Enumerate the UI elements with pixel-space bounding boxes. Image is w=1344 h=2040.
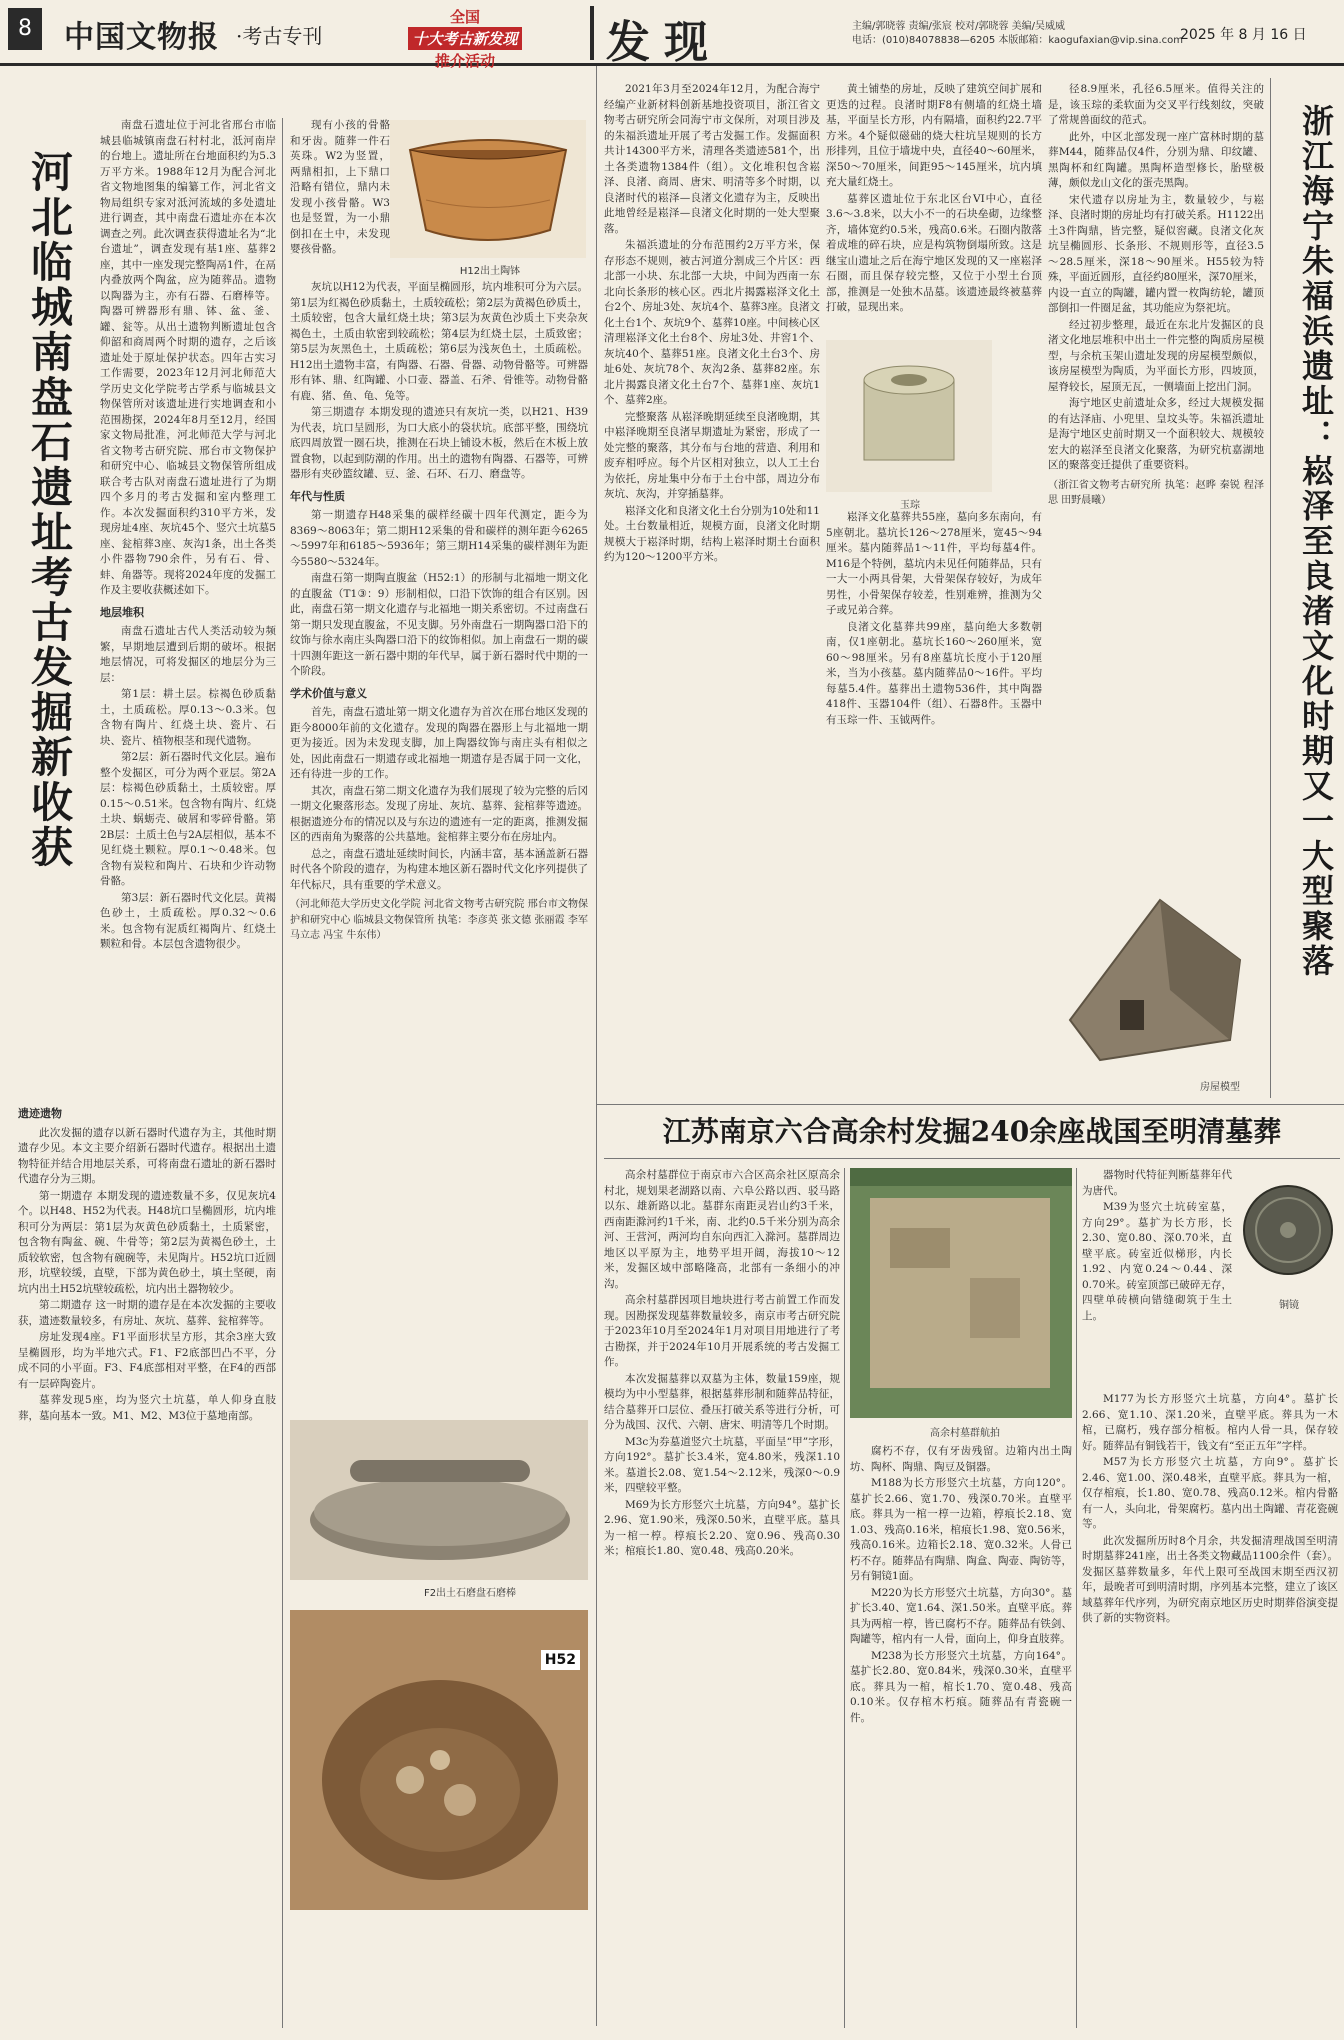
hebei-column-2 (18, 1100, 276, 2030)
contact-line: 电话：(010)84078838—6205 本版邮箱：kaogufaxian@vip.sina.com (852, 35, 1183, 46)
editors-line: 主编/郭晓蓉 责编/张宸 校对/郭晓蓉 美编/吴威威 (852, 21, 1066, 32)
paragraph: 腐朽不存，仅有牙齿残留。边箱内出土陶坊、陶杯、陶鼎、陶豆及铜器。 (850, 1445, 1072, 1473)
subheading-value: 学术价值与意义 (290, 686, 367, 700)
pottery-bowl-caption: H12出土陶钵 (459, 266, 521, 277)
article-separator (596, 1104, 1344, 1105)
paragraph: 墓葬发现5座，均为竖穴土坑墓，单人仰身直肢葬，墓向基本一致。M1、M2、M3位于墓地南部。 (18, 1394, 276, 1422)
paragraph: 径8.9厘米，孔径6.5厘米。值得关注的是，该玉琮的柔软面为交叉平行线刻纹，突破了常规兽面纹的范式。 (1048, 83, 1264, 126)
paragraph: 灰坑以H12为代表，平面呈椭圆形，坑内堆积可分为六层。第1层为红褐色砂质黏土，土质较疏松；第2层为黄褐色砂质土，土质较密，包含大量红烧土块；第3层为灰黄色沙质土下夹杂灰褐色土，土质由软密到较疏松；第4层为红烧土层，土质致密；第5层为灰黑色土，土质疏松；第6层为浅灰色土，土质疏松。H12出土遗物丰富，有陶器、石器、骨器、动物骨骼等。可辨器形有钵、鼎、红陶罐、小口壶、器盖、石斧、骨锥等。动物骨骼有鹿、猪、鱼、龟、兔等。 (290, 281, 588, 402)
editorial-credits (852, 20, 1183, 48)
newspaper-subtitle: ·考古专刊 (236, 24, 323, 48)
promo-line-2: 十大考古新发现 (408, 27, 521, 50)
hebei-column-3 (290, 118, 390, 278)
hebei-column-1 (100, 118, 276, 1118)
paragraph: 南盘石遗址古代人类活动较为频繁，早期地层遭到后期的破坏。根据地层情况，可将发掘区的地层分为三层： (100, 625, 276, 684)
paragraph: M69为长方形竖穴土坑墓，方向94°。墓扩长2.96、宽1.90米，残深0.50米，直壁平底。墓具为一棺一椁。椁痕长2.20、宽0.96、残高0.30米；棺痕长1.80、宽0.48、残高0.20米。 (604, 1498, 840, 1557)
promo-line-1: 全国 (449, 8, 480, 26)
paragraph: 南盘石第一期陶直腹盆（H52:1）的形制与北福地一期文化的直腹盆（T1③：9）形制相似，口沿下饮饰的组合有区别。因此，南盘石第一期文化遗存与北福地一期关系密切。不过南盘石第一期只发现直腹盆，不见支脚。另外南盘石一期陶器口沿下的纹饰与徐水南庄头陶器口沿下的纹饰相似。加上南盘石一期的碳十四测年距这一新石器中期的年代早，属于新石器时代中期的一个阶段。 (290, 572, 588, 677)
newspaper-name: 中国文物报 (64, 20, 219, 55)
aerial-photo (850, 1168, 1072, 1418)
paragraph: 第1层：耕土层。棕褐色砂质黏土，土质疏松。厚0.13～0.3米。包含物有陶片、红烧土块、瓷片、石块、瓷片、植物根茎和现代遗物。 (100, 688, 276, 747)
hebei-article-title: 河北临城南盘石遗址考古发掘新收获 (25, 150, 74, 870)
h52-tag: H52 (541, 1650, 580, 1670)
jade-cong-caption: 玉琮 (900, 500, 920, 511)
paragraph: 2021年3月至2024年12月，为配合海宁经编产业新材料创新基地投资项目，浙江省文物考古研究所会同海宁市文保所，对项目涉及的朱福浜遗址开展了考古发掘工作。发掘面积共计14300平方米，清理各类遗迹581个，出土各类遗物1384件（组）。文化堆积包含崧泽、良渚、商周、唐宋、明清等多个时期，以良渚时代的崧泽—良渚文化遗存为主，反映出此地曾经是崧泽—良渚文化时期的一处大型聚落。 (604, 83, 820, 235)
pottery-bowl-illustration (390, 120, 586, 258)
promo-line-3: 推介活动 (434, 52, 495, 70)
paragraph: M39为竖穴土坑砖室墓，方向29°。墓扩为长方形，长2.30、宽0.80、深0.70米，直壁平底。砖室近似梯形，内长1.92、内宽0.24～0.44、深0.70米。砖室顶部已破碎无存，四壁单砖横向错缝砌筑于生土上。 (1082, 1201, 1232, 1322)
subheading-dating: 年代与性质 (290, 489, 345, 503)
jiangsu-article-title: 江苏南京六合高余村发掘240余座战国至明清墓葬 (662, 1115, 1282, 1148)
paragraph: 第三期遗存 本期发现的遗迹只有灰坑一类，以H21、H39为代表，坑口呈圆形，为口大底小的袋状坑。底部平整，围绕坑底四周放置一圈石块，推测在石块上铺设木板，然后在木板上放置食物，以起到防潮的作用。出土的遗物有陶器、石器等，可辨器形有夹砂篮纹罐、豆、釜、石环、石刀、磨盘等。 (290, 406, 588, 480)
pottery-bowl-photo (390, 120, 586, 258)
jiangsu-column-1 (604, 1168, 840, 2030)
bronze-mirror-caption: 铜镜 (1279, 1300, 1299, 1311)
paragraph: 崧泽文化墓葬共55座，墓向多东南向，有5座朝北。墓坑长126～278厘米，宽45～94厘米。墓内随葬品1～11件，平均每墓4件。M16是个特例，墓坑内未见任何随葬品，只有一大一小两具骨架，大骨架保存较好，为成年男性，小骨架保存较差，性别难辨，推测为父子或兄弟合葬。 (826, 511, 1042, 616)
jade-cong-photo (826, 340, 992, 492)
zhejiang-credit-line: （浙江省文物考古研究所 执笔：赵晔 秦锐 程泽思 田野晨曦） (1048, 479, 1264, 506)
masthead (0, 0, 1344, 70)
paragraph: 第3层：新石器时代文化层。黄褐色砂土，土质疏松。厚0.32～0.6米。包含物有泥质红褐陶片、红烧土颗粒和骨。本层包含遗物很少。 (100, 891, 276, 950)
zhejiang-column-2b (826, 510, 1042, 1090)
paragraph: M177为长方形竖穴土坑墓，方向4°。墓扩长2.66、宽1.10、深1.20米，直壁平底。葬具为一木棺，已腐朽，残存部分棺板。棺内人骨一具，保存较好。随葬品有铜钱若干，钱文有“至正五年”字样。 (1082, 1393, 1338, 1452)
column-rule (1076, 1168, 1077, 2028)
paragraph: 此外，中区北部发现一座广富林时期的墓葬M44，随葬品仅4件，分别为鼎、印纹罐、黑陶杯和红陶罐。黑陶杯造型修长，胎壁极薄，颇似龙山文化的蛋壳黑陶。 (1048, 130, 1264, 189)
paragraph: 海宁地区史前遗址众多，经过大规模发掘的有达泽庙、小兜里、皇坟头等。朱福浜遗址是海宁地区史前时期又一个面积较大、规模较宏大的崧泽至良渚文化聚落，为研究杭嘉湖地区的聚落变迁提供了重要资料。 (1048, 397, 1264, 471)
paragraph: M57为长方形竖穴土坑墓，方向9°。墓扩长2.46、宽1.00、深0.48米，直壁平底。葬具为一棺，仅存棺痕，长1.80、宽0.78、残高0.12米。棺内骨骼有一人，头向北，骨架腐朽。墓内出土陶罐、青花瓷碗等。 (1082, 1456, 1338, 1530)
paragraph: 此次发掘所历时8个月余，共发掘清理战国至明清时期墓葬241座，出土各类文物藏品1100余件（套）。发掘区墓葬数量多，年代上限可至战国末期至西汉初年，最晚者可到明清时期，序列基本完整，建立了该区域墓葬年代序列，为研究南京地区历史时期葬俗演变提供了新的实物资料。 (1082, 1534, 1338, 1624)
jiangsu-column-2 (850, 1444, 1072, 2030)
paragraph: 墓葬区遗址位于东北区台VI中心，直径3.6～3.8米，以大小不一的石块垒砌，边缘整齐，墙体宽约0.5米，残高0.6米。石圈内散落着成堆的碎石块，应是构筑物倒塌所致。这是继宝山遗址之后在海宁地区发现的又一座崧泽石圈，而且保存较完整，又位于小型土台顶部，推测是一处独木品墓。该遗迹最终被墓葬打破，显现出来。 (826, 192, 1042, 313)
zhejiang-article-title: 浙江海宁朱福浜遗址：崧泽至良渚文化时期又一大型聚落 (1297, 104, 1335, 979)
paragraph: M220为长方形竖穴土坑墓，方向30°。墓扩长3.40、宽1.64、深1.50米。直壁平底。葬具为两棺一椁，皆已腐朽不存。随葬品有铁剑、陶罐等，棺内有一人骨，面向上，仰身直肢葬。 (850, 1586, 1072, 1645)
paragraph: M188为长方形竖穴土坑墓，方向120°。墓扩长2.66、宽1.70、残深0.70米。直壁平底。葬具为一棺一椁一边箱，椁痕长2.18、宽1.03、残高0.16米，棺痕长1.98、宽0.56米，残高0.16米。边箱长2.18、宽0.32米。人骨已朽不存。随葬品有陶鼎、陶盒、陶壶、陶钫等，另有铜镜1面。 (850, 1477, 1072, 1582)
jiangsu-column-4 (1082, 1392, 1338, 2030)
bronze-mirror-illustration (1238, 1180, 1338, 1290)
aerial-illustration (850, 1168, 1072, 1418)
promo-badge (390, 6, 540, 70)
issue-date: 2025 年 8 月 16 日 (1180, 27, 1307, 43)
paragraph: 其次，南盘石第二期文化遗存为我们展现了较为完整的后冈一期文化聚落形态。发现了房址、灰坑、墓葬、瓮棺葬等遗迹。根据遗迹分布的情况以及与东边的遗迹有一定的距离，推测发掘区的西南角为聚落的公共墓地。瓮棺葬主要分布在房址内。 (290, 784, 588, 843)
zhejiang-column-1 (604, 82, 820, 1092)
paragraph: 第一期遗存H48采集的碳样经碳十四年代测定，距今为8369～8063年；第二期H12采集的骨和碳样的测年距今6265～5997年和6185～5936年；第三期H14采集的碳样测年为距今5580～5324年。 (290, 509, 588, 568)
paragraph: 良渚文化墓葬共99座，墓向绝大多数朝南，仅1座朝北。墓坑长160～260厘米，宽60～98厘米。另有8座墓坑长度小于120厘米，当为小孩墓。墓内随葬品0～16件。平均每墓5.4件。墓葬出土遗物536件，其中陶器418件、玉器104件（组）、石器8件。玉器中有玉琮一件、玉钺两件。 (826, 620, 1042, 726)
paragraph: 第一期遗存 本期发现的遗迹数量不多，仅见灰坑4个。以H48、H52为代表。H48坑口呈椭圆形，坑内堆积可分为两层：第1层为灰黄色砂质黏土，土质紧密，包含物有陶盆、碗、牛骨等；第2层为黄褐色砂土，土质较软密，包含物有碗碗等，未见陶片。H52坑口近圆形，坑壁较缓，直壁，下部为黄色砂土，填土坚硬，南坑内出土H52坑壁较疏松，坑内出土器物较少。 (18, 1189, 276, 1295)
section-title: 发现 (606, 17, 722, 68)
subheading-relics: 遗迹遗物 (18, 1107, 62, 1120)
paragraph: M238为长方形竖穴土坑墓，方向164°。墓扩长2.80、宽0.84米，残深0.30米，直壁平底。葬具为一棺，棺长1.70、宽0.48、残高0.10米。仅存棺木朽痕。随葬品有青瓷碗一件。 (850, 1649, 1072, 1724)
grinding-stone-photo (290, 1420, 588, 1580)
grinding-stone-illustration (290, 1420, 588, 1580)
paragraph: 黄土铺垫的房址，反映了建筑空间扩展和更迭的过程。良渚时期F8有侧墙的红烧土墙基，平面呈长方形，内有隔墙，面积约22.7平方米。4个疑似磁础的烧大柱坑呈规则的长方形排列，且位于墙垅中央，直径40～60厘米，深50～70厘米，间距95～145厘米，坑内填充大量红烧土。 (826, 83, 1042, 188)
column-rule (844, 1168, 845, 2028)
h52-pit-photo (290, 1610, 588, 1910)
paragraph: 现有小孩的骨骼和牙齿。随葬一件石英珠。W2为竖置，两鼎相扣，上下鼎口沿略有错位，鼎内未发现小孩骨骼。W3也是竖置，为一小鼎倒扣在土中，未发现婴孩骨骼。 (290, 119, 390, 255)
hebei-credit-line: （河北师范大学历史文化学院 河北省文物考古研究院 邢台市文物保护和研究中心 临城县文物保管所 执笔：李彦英 张文德 张丽霞 李军 马立志 冯宝 牛东伟） (290, 899, 588, 941)
paragraph: 高余村墓群因项目地块进行考古前置工作而发现。因勘探发现墓葬数量较多，南京市考古研究院于2023年10月至2024年1月对项目用地进行了考古勘探，并于2024年10月开展系统的考古发掘工作。 (604, 1294, 840, 1368)
bronze-mirror-photo (1238, 1180, 1338, 1290)
house-model-photo (1040, 870, 1266, 1084)
zhejiang-column-2a (826, 82, 1042, 338)
paragraph: 宋代遗存以房址为主，数量较少，与崧泽、良渚时期的房址均有打破关系。H1122出土3件陶鼎，皆完整，疑似窖藏。良渚文化灰坑呈椭圆形、长条形、不规则形等，直径3.5～28.5厘米，深18～90厘米。H55较为特殊，平面近圆形，直径约80厘米，深70厘米，内设一直立的陶罐，罐内置一枚陶纺轮，罐顶部倒扣一件圈足盆，其功能应为祭祀坑。 (1048, 193, 1264, 314)
hebei-column-4 (290, 280, 588, 1410)
paragraph: 总之，南盘石遗址延续时间长，内涵丰富，基本涵盖新石器时代各个阶段的遗存，为构建本地区新石器时代文化序列提供了年代标尺，具有重要的学术意义。 (290, 847, 588, 891)
paragraph: 经过初步整理，最近在东北片发掘区的良渚文化地层堆积中出土一件完整的陶质房屋模型，与余杭玉架山遗址发现的房屋模型颇似，该房屋模型为陶质，为平面长方形，四坡顶，屋脊较长，屋顶无瓦，一侧墙面上挖出门洞。 (1048, 318, 1264, 393)
paragraph: 第2层：新石器时代文化层。遍布整个发掘区，可分为两个亚层。第2A层：棕褐色砂质黏土，土质较密。厚0.15～0.51米。包含物有陶片、红烧土块、蜗蛎壳、破屑和零碎骨骼。第2B层：土质土色与2A层相似，基本不见红烧土颗粒。厚0.1～0.48米。包含物有炭粒和陶片、石块和少许动物骨骼。 (100, 751, 276, 887)
jiangsu-column-3 (1082, 1168, 1232, 1388)
paragraph: M3c为券墓道竖穴土坑墓，平面呈“甲”字形，方向192°。墓扩长3.4米，宽4.80米，残深1.10米。墓道长2.08、宽1.54～2.12米，残深0～0.9米，四壁较平整。 (604, 1435, 840, 1494)
paragraph: 高余村墓群位于南京市六合区高余社区原高余村北，规划果老湖路以南、六阜公路以西、驳马路以东、雄新路以北。墓群东南距灵岩山约3千米，西南距滁河约1千米，南、北约0.5千米分别为高余河、王营河，两河均自东向西汇入滁河。墓群周边地区以平原为主，地势平坦开阔，海拔10～12米，发掘区域中部略隆高，北部有一条细小的冲沟。 (604, 1169, 840, 1290)
column-rule (1270, 78, 1271, 1098)
jade-cong-illustration (826, 340, 992, 492)
aerial-caption: 高余村墓群航拍 (930, 1428, 1000, 1439)
paragraph: 首先，南盘石遗址第一期文化遗存为首次在邢台地区发现的距今8000年前的文化遗存。发现的陶器在器形上与北福地一期更为接近。因为未发现支脚，加上陶器纹饰与南庄头有相似之处，因此南盘石一期遗存或北福地一期遗存是否属于同一文化，还有待进一步的工作。 (290, 706, 588, 780)
paragraph: 房址发现4座。F1平面形状呈方形，其余3座大致呈椭圆形，均为半地穴式。F1、F2底部凹凸不平，分成不同的小平面。F3、F4底部相对平整，在F4的西部有一层碎陶瓷片。 (18, 1331, 276, 1390)
paragraph: 朱福浜遗址的分布范围约2万平方米，保存形态不规则，被古河道分割成三个片区：西北部一小块、东北部一大块，中间为西南一东北向长条形的核心区。西北片揭露崧泽文化土台2个、房址3处、灰坑4个、墓葬3座。良渚文化土台1个、灰坑9个、墓葬10座。中间核心区清理崧泽文化土台8个、房址3处、井窖1个、灰坑40个、墓葬51座。良渚文化土台3个、房址6处、灰坑78个、灰沟2条、墓葬82座。东北片揭露良渚文化土台7个、墓葬1座、灰坑1个、墓葬2座。 (604, 239, 820, 406)
paragraph: 南盘石遗址位于河北省邢台市临城县临城镇南盘石村村北，泜河南岸的台地上。遗址所在台地面积约为5.3万平方米。1988年12月为配合河北省文物地图集的编纂工作，河北省文物局组织专家对泜河流域的多处遗址进行调查，其中南盘石遗址亦在本次调查之列。此次调查获得遗址名为“北台遗址”，调查发现有基1座、墓葬2座，其中一座发现完整陶鬲1件，在鬲内叠放两个陶盆，应为随葬品。遗物以陶器为主，亦有石器、石磨棒等。陶器可辨器形有鼎、钵、盆、釜、罐、瓮等。从出土遗物判断遗址包含仰韶和商周两个时期的遗存，之后该遗址处于原址保护状态。四年古实习工作需要，2023年12月河北师范大学历史文化学院考古学系与临城县文物保管所对该遗址进行实地调查和小范围勘探，2024年8月至12月，经国家文物局批准，河北师范大学与河北省文物考古研究院、邢台市文物保护和研究中心、临城县文物保管所组成联合考古队对南盘石遗址进行了为期四个多月的考古发掘和室内整理工作。本次发掘面积约310平方米，发现房址4座、灰坑45个、竖穴土坑墓5座、瓮棺葬3座、灰沟1条，出土各类小件器物790余件，另有石、骨、蚌、角器等。现将2024年度的发掘工作及主要收获概述如下。 (100, 119, 276, 596)
column-rule (282, 118, 283, 2028)
house-model-illustration (1040, 870, 1266, 1084)
section-divider (590, 6, 594, 60)
subheading-strata: 地层堆积 (100, 605, 144, 619)
column-rule (596, 66, 597, 2026)
paragraph: 第二期遗存 这一时期的遗存是在本次发掘的主要收获，遗迹数量较多，有房址、灰坑、墓葬、瓮棺葬等。 (18, 1299, 276, 1327)
grinding-stone-caption: F2出土石磨盘石磨棒 (423, 1588, 517, 1599)
paragraph: 此次发掘的遗存以新石器时代遗存为主，其他时期遗存少见。本文主要介绍新石器时代遗存。根据出土遗物特征并结合用地层关系，可将南盘石遗址的新石器时代遗存分为三期。 (18, 1126, 276, 1185)
paragraph: 崧泽文化和良渚文化土台分别为10处和11处。土台数量相近，规模方面，良渚文化时期规模大于崧泽时期，结构上崧泽时期土台面积约为120～1200平方米。 (604, 504, 820, 563)
paragraph: 本次发掘墓葬以双墓为主体，数量159座，规模均为中小型墓葬，根据墓葬形制和随葬品特征，结合墓葬开口层位、叠压打破关系等进行分析，可分为战国、汉代、六朝、唐宋、明清等几个时期。 (604, 1372, 840, 1431)
title-underline (604, 1158, 1340, 1159)
house-model-caption: 房屋模型 (1200, 1082, 1240, 1093)
zhejiang-column-3 (1048, 82, 1264, 852)
paragraph: 完整聚落 从崧泽晚期延续至良渚晚期，其中崧泽晚期至良渚早期遗址为紧密，形成了一处完整的聚落，其分布与台地的营造、利用和废弃相呼应。每个片区相对独立，以人工土台为依托，房址集中分布于土台中部，周边分布灰坑、灰沟，并穿插墓葬。 (604, 410, 820, 500)
paragraph: 器物时代特征判断墓葬年代为唐代。 (1082, 1169, 1232, 1197)
page-number: 8 (8, 8, 42, 50)
